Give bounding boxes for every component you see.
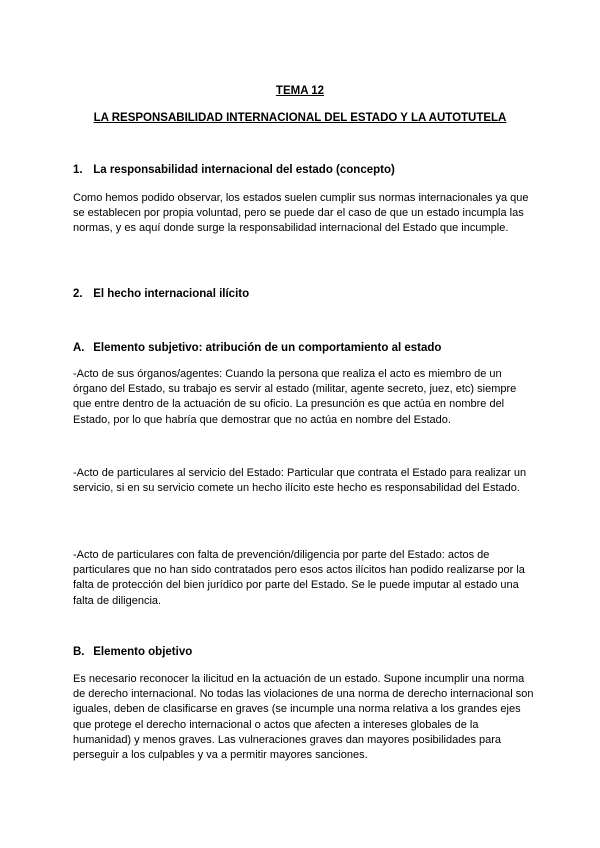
section-1-heading bbox=[73, 164, 395, 176]
section-2-heading bbox=[73, 288, 249, 300]
section-a-paragraph-1: -Acto de sus órganos/agentes: Cuando la persona que realiza el acto es miembro de un órgano del Estado, su trabajo es servir al estado (militar, agente secreto, juez, etc) siempre que entre dentro de la actuación de su oficio. La presunción es que actúa en nombre del Estado, por lo que habría que demostrar que no actúa en nombre del Estado. bbox=[73, 368, 517, 426]
section-a-paragraph-2: -Acto de particulares al servicio del Estado: Particular que contrata el Estado para realizar un servicio, si en su servicio comete un hecho ilícito este hecho es responsabilidad del Estado. bbox=[73, 467, 527, 495]
section-a-letter: A. bbox=[73, 342, 85, 354]
section-1-paragraph: Como hemos podido observar, los estados suelen cumplir sus normas internacionales ya que se establecen por propia voluntad, pero se puede dar el caso de que un estado incumpla las normas, y es aquí donde surge la responsabilidad internacional del Estado que incumple. bbox=[73, 192, 529, 235]
section-b-heading-text: Elemento objetivo bbox=[93, 646, 193, 658]
tema-title: TEMA 12 bbox=[275, 85, 325, 97]
section-b-heading bbox=[73, 646, 192, 658]
main-title: LA RESPONSABILIDAD INTERNACIONAL DEL ESTADO Y LA AUTOTUTELA bbox=[93, 112, 507, 124]
section-b-letter: B. bbox=[73, 646, 85, 658]
section-1-number: 1. bbox=[73, 164, 83, 176]
section-a-paragraph-3: -Acto de particulares con falta de prevención/diligencia por parte del Estado: actos de particulares que no han sido contratados pero esos actos ilícitos han podido realizarse por la falta de protección del bien jurídico por parte del Estado. Se le puede imputar al estado una falta de diligencia. bbox=[73, 549, 525, 607]
section-2-heading-text: El hecho internacional ilícito bbox=[93, 288, 250, 300]
section-b-paragraph: Es necesario reconocer la ilicitud en la actuación de un estado. Supone incumplir una norma de derecho internacional. No todas las violaciones de una norma de derecho internacional son iguales, deben de clasificarse en graves (se incumple una norma relativa a los grandes ejes que protege el derecho internacional o actos que afecten a intereses globales de la humanidad) y menos graves. Las vulneraciones graves dan mayores posibilidades para perseguir a los culpables y va a permitir mayores sanciones. bbox=[73, 673, 534, 762]
section-1-heading-text: La responsabilidad internacional del estado (concepto) bbox=[93, 164, 395, 176]
section-a-heading bbox=[73, 342, 441, 354]
section-a-heading-text: Elemento subjetivo: atribución de un comportamiento al estado bbox=[93, 342, 442, 354]
section-2-number: 2. bbox=[73, 288, 83, 300]
